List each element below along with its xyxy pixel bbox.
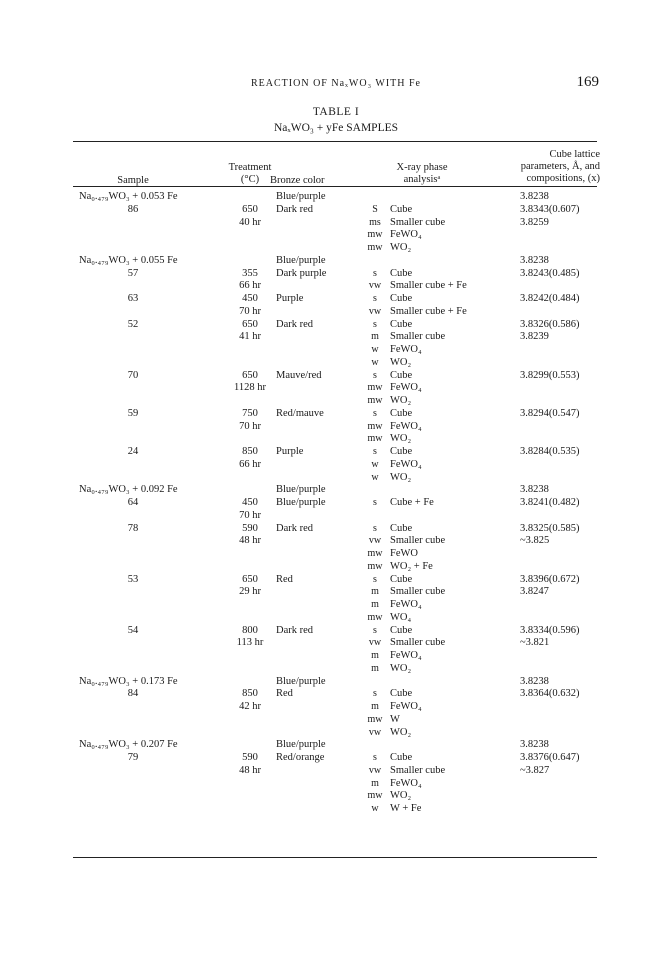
cell-phase: FeWO₄: [390, 599, 422, 610]
running-title: REACTION OF NaₓWO₃ WITH Fe: [251, 78, 421, 89]
cell-phase: Cube: [390, 752, 413, 763]
cell-lattice: 3.8396(0.672): [520, 573, 580, 585]
col-header-cube-line2: parameters, Å, and: [520, 161, 600, 172]
cell-treatment: 850: [242, 446, 258, 457]
col-header-xray-line2: analysisᵃ: [403, 174, 441, 185]
cell-lattice: 3.8247: [520, 586, 549, 598]
running-head: [0, 74, 672, 98]
cell-intensity: mw: [367, 790, 383, 802]
cell-sample: 78: [127, 522, 139, 534]
table-row: [0, 803, 672, 816]
cell-treatment: 590: [242, 522, 258, 534]
table-row: [0, 421, 672, 434]
cell-lattice: 3.8259: [520, 216, 549, 228]
table-row: [0, 204, 672, 217]
col-header-treatment-line1: Treatment: [228, 162, 272, 173]
cell-bronze-color: Blue/purple: [276, 497, 326, 508]
cell-treatment: 450: [242, 497, 258, 508]
table-row: [0, 637, 672, 650]
table-row: [0, 663, 672, 676]
cell-bronze-color: Red/orange: [276, 752, 325, 763]
cell-phase: WO₂: [390, 242, 412, 253]
cell-phase: Smaller cube + Fe: [390, 280, 467, 292]
cell-phase: Smaller cube: [390, 535, 446, 547]
cell-sample: 63: [127, 293, 139, 304]
cell-phase: Cube: [390, 369, 413, 381]
cell-intensity: s: [373, 293, 377, 304]
col-header-cube-lattice: [470, 149, 600, 185]
cell-phase: Cube: [390, 573, 413, 585]
cell-intensity: m: [371, 777, 379, 789]
cell-phase: FeWO₄: [390, 650, 422, 661]
table-row: [0, 191, 672, 204]
cell-phase: Cube: [390, 522, 413, 534]
cell-treatment: 750: [242, 407, 258, 419]
cell-lattice: 3.8326(0.586): [520, 318, 580, 330]
col-header-cube-line1: Cube lattice: [549, 149, 600, 160]
cell-phase: FeWO₄: [390, 777, 422, 789]
cell-treatment: 113 hr: [236, 637, 264, 649]
cell-intensity: S: [372, 203, 378, 215]
cell-lattice: 3.8364(0.632): [520, 688, 580, 700]
table-row: [0, 535, 672, 548]
table-row: [0, 370, 672, 383]
cell-bronze-color: Purple: [276, 293, 304, 304]
cell-treatment: 48 hr: [239, 764, 261, 776]
cell-sample: Na₀.₄₇₉WO₃ + 0.055 Fe: [79, 254, 178, 266]
table-row: [0, 612, 672, 625]
cell-intensity: mw: [367, 548, 383, 559]
table-row: [0, 306, 672, 319]
cell-phase: WO₂: [390, 433, 412, 445]
cell-lattice: 3.8325(0.585): [520, 522, 580, 534]
table-row: [0, 727, 672, 740]
cell-sample: 54: [127, 624, 139, 636]
cell-intensity: mw: [367, 420, 383, 432]
cell-bronze-color: Dark purple: [276, 267, 327, 279]
table-row: [0, 382, 672, 395]
cell-treatment: 650: [242, 573, 258, 585]
cell-phase: Cube: [390, 318, 413, 330]
table-row: [0, 268, 672, 281]
cell-intensity: ms: [369, 216, 381, 228]
cell-phase: W + Fe: [390, 803, 422, 814]
cell-phase: WO₂: [390, 356, 412, 368]
cell-bronze-color: Blue/purple: [276, 254, 326, 266]
cell-lattice: 3.8242(0.484): [520, 293, 580, 304]
cell-intensity: w: [371, 356, 379, 368]
table-row: [0, 625, 672, 638]
cell-intensity: vw: [368, 764, 382, 776]
table-row: [0, 497, 672, 510]
cell-sample: 64: [127, 497, 139, 508]
table-row: [0, 255, 672, 268]
cell-phase: WO₄: [390, 611, 412, 623]
cell-treatment: 29 hr: [239, 586, 261, 598]
table-row: [0, 676, 672, 689]
cell-treatment: 70 hr: [239, 509, 261, 521]
table-row: [0, 510, 672, 523]
cell-intensity: mw: [367, 611, 383, 623]
cell-lattice: 3.8284(0.535): [520, 446, 580, 457]
cell-treatment: 650: [242, 203, 258, 215]
cell-intensity: mw: [367, 560, 383, 572]
cell-treatment: 41 hr: [239, 331, 261, 343]
cell-phase: FeWO: [390, 548, 418, 559]
cell-sample: 59: [127, 407, 139, 419]
cell-lattice: 3.8238: [520, 675, 549, 687]
table-row: [0, 586, 672, 599]
table-row: [0, 229, 672, 242]
cell-phase: Cube: [390, 203, 413, 215]
table-row: [0, 408, 672, 421]
cell-intensity: vw: [368, 305, 382, 317]
cell-lattice: 3.8238: [520, 484, 549, 496]
cell-treatment: 48 hr: [239, 535, 261, 547]
cell-phase: Smaller cube: [390, 216, 446, 228]
cell-treatment: 70 hr: [239, 420, 261, 432]
cell-phase: WO₂ + Fe: [390, 560, 433, 572]
cell-intensity: mw: [367, 382, 383, 394]
cell-intensity: m: [371, 586, 379, 598]
cell-phase: Smaller cube: [390, 764, 446, 776]
cell-bronze-color: Mauve/red: [276, 369, 322, 381]
cell-phase: WO₂: [390, 395, 412, 406]
table-row: [0, 523, 672, 536]
cell-lattice: ~3.825: [520, 535, 550, 547]
cell-phase: FeWO₄: [390, 420, 422, 432]
cell-intensity: m: [371, 650, 379, 661]
cell-phase: Smaller cube: [390, 331, 446, 343]
cell-intensity: mw: [367, 242, 383, 253]
cell-sample: 53: [127, 573, 139, 585]
cell-treatment: 66 hr: [239, 458, 261, 470]
cell-lattice: 3.8239: [520, 331, 549, 343]
table-row: [0, 446, 672, 459]
table-row: [0, 319, 672, 332]
table-row: [0, 688, 672, 701]
table-row: [0, 484, 672, 497]
cell-bronze-color: Dark red: [276, 318, 314, 330]
cell-treatment: 650: [242, 318, 258, 330]
cell-phase: Cube: [390, 624, 413, 636]
cell-intensity: m: [371, 599, 379, 610]
cell-bronze-color: Blue/purple: [276, 739, 326, 751]
col-header-sample-text: Sample: [117, 175, 149, 186]
cell-phase: WO₂: [390, 726, 412, 738]
cell-lattice: 3.8334(0.596): [520, 624, 580, 636]
cell-intensity: s: [373, 446, 377, 457]
table-header-rule: [73, 186, 597, 187]
table-row: [0, 650, 672, 663]
cell-intensity: mw: [367, 395, 383, 406]
cell-sample: 84: [127, 688, 139, 700]
cell-sample: Na₀.₄₇₉WO₃ + 0.173 Fe: [79, 675, 178, 687]
cell-intensity: s: [373, 624, 377, 636]
cell-phase: Cube: [390, 293, 413, 304]
table-row: [0, 599, 672, 612]
cell-phase: WO₂: [390, 471, 412, 483]
table-row: [0, 280, 672, 293]
cell-phase: Smaller cube + Fe: [390, 305, 467, 317]
cell-intensity: m: [371, 701, 379, 712]
cell-sample: Na₀.₄₇₉WO₃ + 0.207 Fe: [79, 739, 178, 751]
cell-lattice: 3.8376(0.647): [520, 752, 580, 763]
cell-lattice: 3.8238: [520, 191, 549, 202]
cell-bronze-color: Blue/purple: [276, 484, 326, 496]
table-row: [0, 561, 672, 574]
table-label: TABLE I: [312, 106, 360, 118]
cell-bronze-color: Purple: [276, 446, 304, 457]
cell-treatment: 800: [242, 624, 258, 636]
col-header-treatment-line2: (°C): [240, 174, 260, 185]
cell-lattice: 3.8243(0.485): [520, 267, 580, 279]
cell-treatment: 66 hr: [239, 280, 261, 292]
cell-sample: Na₀.₄₇₉WO₃ + 0.053 Fe: [79, 191, 178, 202]
cell-intensity: vw: [368, 535, 382, 547]
cell-treatment: 40 hr: [239, 216, 261, 228]
cell-phase: WO₂: [390, 790, 412, 802]
table-row: [0, 472, 672, 485]
cell-treatment: 650: [242, 369, 258, 381]
table-row: [0, 217, 672, 230]
cell-phase: FeWO₄: [390, 229, 422, 241]
cell-sample: 24: [127, 446, 139, 457]
cell-intensity: s: [373, 407, 377, 419]
table-row: [0, 242, 672, 255]
cell-bronze-color: Red: [276, 573, 293, 585]
cell-intensity: s: [373, 752, 377, 763]
table-row: [0, 574, 672, 587]
cell-phase: Cube + Fe: [390, 497, 434, 508]
table-row: [0, 548, 672, 561]
table-row: [0, 765, 672, 778]
cell-treatment: 70 hr: [239, 305, 261, 317]
table-caption: NaₓWO₃ + yFe SAMPLES: [273, 122, 399, 134]
cell-lattice: ~3.821: [520, 637, 550, 649]
cell-lattice: 3.8241(0.482): [520, 497, 580, 508]
table-row: [0, 790, 672, 803]
cell-phase: Cube: [390, 688, 413, 700]
cell-intensity: s: [373, 267, 377, 279]
table-top-rule: [73, 141, 597, 142]
cell-phase: FeWO₄: [390, 701, 422, 712]
cell-bronze-color: Dark red: [276, 624, 314, 636]
table-row: [0, 357, 672, 370]
cell-phase: W: [390, 713, 400, 725]
cell-phase: FeWO₄: [390, 344, 422, 355]
table-row: [0, 344, 672, 357]
cell-bronze-color: Dark red: [276, 203, 314, 215]
cell-intensity: m: [371, 662, 379, 674]
cell-lattice: ~3.827: [520, 764, 550, 776]
table-row: [0, 778, 672, 791]
cell-lattice: 3.8294(0.547): [520, 407, 580, 419]
cell-intensity: m: [371, 331, 379, 343]
col-header-xray-line1: X-ray phase: [396, 162, 448, 173]
cell-intensity: vw: [368, 637, 382, 649]
cell-lattice: 3.8299(0.553): [520, 369, 580, 381]
cell-intensity: vw: [368, 726, 382, 738]
cell-intensity: w: [371, 458, 379, 470]
cell-intensity: vw: [368, 280, 382, 292]
cell-intensity: w: [371, 344, 379, 355]
cell-bronze-color: Blue/purple: [276, 191, 326, 202]
cell-treatment: 850: [242, 688, 258, 700]
cell-lattice: 3.8238: [520, 739, 549, 751]
cell-intensity: s: [373, 573, 377, 585]
table-row: [0, 293, 672, 306]
table-row: [0, 714, 672, 727]
cell-intensity: s: [373, 318, 377, 330]
table-row: [0, 395, 672, 408]
cell-sample: 70: [127, 369, 139, 381]
cell-intensity: s: [373, 497, 377, 508]
table-row: [0, 752, 672, 765]
table-row: [0, 739, 672, 752]
cell-phase: Cube: [390, 407, 413, 419]
cell-intensity: mw: [367, 433, 383, 445]
cell-bronze-color: Red/mauve: [276, 407, 324, 419]
cell-lattice: 3.8343(0.607): [520, 203, 580, 215]
table-row: [0, 433, 672, 446]
cell-treatment: 355: [242, 267, 258, 279]
cell-treatment: 1128 hr: [234, 382, 266, 394]
cell-intensity: mw: [367, 229, 383, 241]
cell-phase: Smaller cube: [390, 586, 446, 598]
cell-lattice: 3.8238: [520, 254, 549, 266]
cell-treatment: 450: [242, 293, 258, 304]
page-number: 169: [576, 74, 599, 90]
cell-treatment: 42 hr: [239, 701, 261, 712]
cell-phase: WO₂: [390, 662, 412, 674]
cell-intensity: s: [373, 369, 377, 381]
col-header-xray: [362, 162, 482, 186]
cell-sample: 57: [127, 267, 139, 279]
cell-treatment: 590: [242, 752, 258, 763]
table-body: [0, 191, 672, 816]
cell-intensity: s: [373, 688, 377, 700]
cell-bronze-color: Red: [276, 688, 293, 700]
cell-intensity: w: [371, 471, 379, 483]
cell-sample: 79: [127, 752, 139, 763]
table-row: [0, 331, 672, 344]
cell-bronze-color: Dark red: [276, 522, 314, 534]
col-header-cube-line3: compositions, (x): [526, 173, 600, 184]
cell-intensity: mw: [367, 713, 383, 725]
table-bottom-rule: [73, 857, 597, 858]
cell-phase: Cube: [390, 446, 413, 457]
cell-bronze-color: Blue/purple: [276, 675, 326, 687]
cell-phase: FeWO₄: [390, 458, 422, 470]
cell-sample: Na₀.₄₇₉WO₃ + 0.092 Fe: [79, 484, 178, 496]
cell-phase: Smaller cube: [390, 637, 446, 649]
col-header-bronze-color-text: Bronze color: [270, 175, 325, 186]
cell-intensity: s: [373, 522, 377, 534]
cell-sample: 86: [127, 203, 139, 215]
table-row: [0, 459, 672, 472]
cell-phase: Cube: [390, 267, 413, 279]
table-row: [0, 701, 672, 714]
cell-sample: 52: [127, 318, 139, 330]
cell-phase: FeWO₄: [390, 382, 422, 394]
cell-intensity: w: [371, 803, 379, 814]
